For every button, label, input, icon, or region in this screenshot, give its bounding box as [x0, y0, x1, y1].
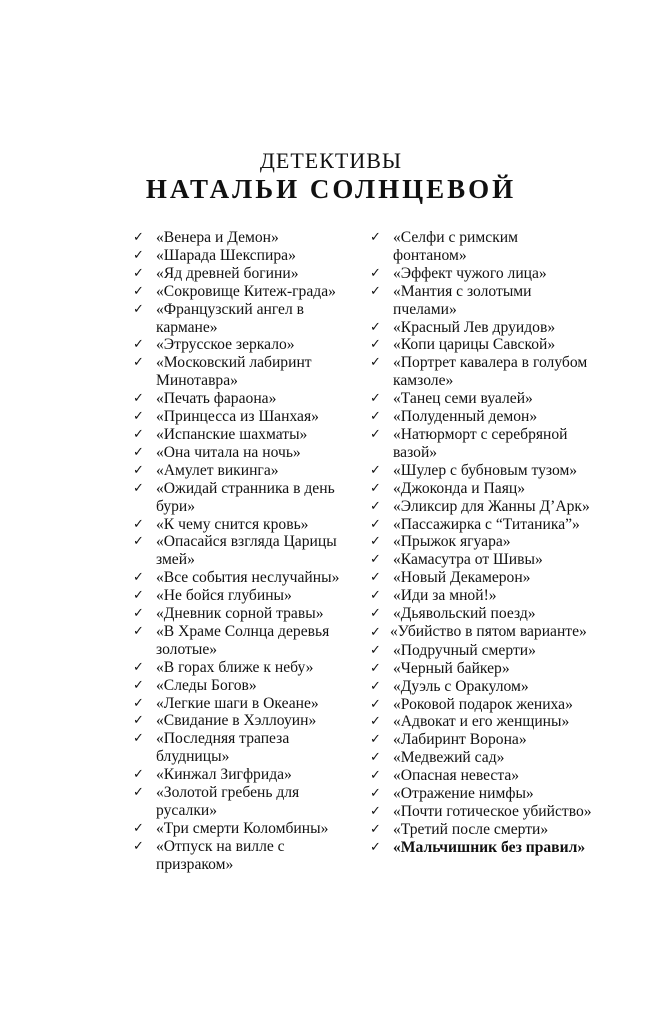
- book-title: «Принцесса из Шанхая»: [156, 408, 319, 426]
- book-title-item: [370, 767, 595, 785]
- book-title: «Адвокат и его женщины»: [393, 713, 570, 731]
- check-mark-icon: ✓: [370, 839, 381, 855]
- check-mark-icon: ✓: [133, 623, 144, 639]
- check-mark-icon: ✓: [133, 480, 144, 496]
- book-title-item: [133, 426, 351, 444]
- book-title: «Убийство в пятом варианте»: [390, 622, 587, 640]
- book-title-item: [370, 713, 595, 731]
- book-title: «Последняя трапеза блудницы»: [156, 730, 290, 766]
- book-title: «Селфи с римским фонтаном»: [393, 229, 518, 264]
- book-title-item: [370, 821, 595, 839]
- book-title-item: [133, 766, 351, 784]
- book-title: «Дуэль с Оракулом»: [393, 677, 529, 695]
- book-title-item: [133, 605, 351, 623]
- check-mark-icon: ✓: [133, 265, 144, 281]
- book-title-item: [133, 516, 351, 534]
- book-title: «Французский ангел в кармане»: [156, 300, 304, 336]
- check-mark-icon: ✓: [370, 319, 381, 335]
- check-mark-icon: ✓: [133, 695, 144, 711]
- check-mark-icon: ✓: [370, 696, 381, 712]
- book-title-item: [370, 605, 595, 623]
- right-title-list: [370, 229, 595, 857]
- book-title: «В Храме Солнца деревья золотые»: [156, 622, 330, 658]
- check-mark-icon: ✓: [133, 588, 144, 604]
- book-title: «Иди за мной!»: [393, 587, 497, 605]
- book-title-item: [370, 551, 595, 569]
- check-mark-icon: ✓: [370, 624, 381, 640]
- book-title: «Прыжок ягуара»: [393, 533, 511, 551]
- book-title: «Шулер с бубновым тузом»: [393, 461, 578, 479]
- book-title: «Третий после смерти»: [393, 820, 549, 838]
- book-title: «Все события неслучайны»: [156, 569, 340, 587]
- book-title: «Опасная невеста»: [393, 767, 520, 785]
- check-mark-icon: ✓: [133, 570, 144, 586]
- check-mark-icon: ✓: [133, 462, 144, 478]
- check-mark-icon: ✓: [370, 337, 381, 353]
- book-title-item: [370, 839, 595, 857]
- book-title: «Почти готическое убийство»: [393, 803, 592, 820]
- book-title: «Пассажирка с “Титаника”»: [393, 515, 580, 533]
- book-title: «Следы Богов»: [156, 676, 257, 694]
- book-title-item: [370, 408, 595, 426]
- check-mark-icon: ✓: [133, 409, 144, 425]
- book-title: «Портрет кавалера в голубом камзоле»: [393, 354, 588, 390]
- book-title: «Испанские шахматы»: [156, 425, 308, 443]
- book-title-item: [133, 623, 351, 659]
- book-title: «Полуденный демон»: [393, 408, 538, 426]
- check-mark-icon: ✓: [370, 768, 381, 784]
- book-title: «Эффект чужого лица»: [393, 264, 547, 282]
- book-title-item: [370, 785, 595, 803]
- check-mark-icon: ✓: [133, 301, 144, 317]
- book-title-item: [133, 820, 351, 838]
- book-title-item: [370, 678, 595, 696]
- check-mark-icon: ✓: [370, 588, 381, 604]
- book-title-item: [133, 838, 351, 874]
- book-title-item: [133, 480, 351, 516]
- book-title-item: [133, 712, 351, 730]
- left-title-list: [133, 229, 351, 874]
- check-mark-icon: ✓: [133, 838, 144, 854]
- check-mark-icon: ✓: [370, 750, 381, 766]
- check-mark-icon: ✓: [370, 498, 381, 514]
- check-mark-icon: ✓: [370, 660, 381, 676]
- check-mark-icon: ✓: [370, 534, 381, 550]
- book-title-item: [370, 354, 595, 390]
- check-mark-icon: ✓: [133, 534, 144, 550]
- book-title-item: [133, 247, 351, 265]
- book-title-item: [133, 784, 351, 820]
- check-mark-icon: ✓: [133, 247, 144, 263]
- book-title-item: [370, 516, 595, 534]
- book-title: «Венера и Демон»: [156, 229, 279, 246]
- check-mark-icon: ✓: [133, 337, 144, 353]
- check-mark-icon: ✓: [370, 821, 381, 837]
- book-title: «Подручный смерти»: [393, 641, 536, 659]
- book-title-item: [370, 265, 595, 283]
- book-title: «Она читала на ночь»: [156, 443, 301, 461]
- book-title: «Роковой подарок жениха»: [393, 695, 573, 713]
- book-title-item: [133, 229, 351, 247]
- author-heading: НАТАЛЬИ СОЛНЦЕВОЙ: [145, 174, 517, 204]
- book-title: «Свидание в Хэллоуин»: [156, 712, 317, 730]
- book-title-item: [133, 462, 351, 480]
- check-mark-icon: ✓: [370, 786, 381, 802]
- book-title: «Легкие шаги в Океане»: [156, 694, 319, 712]
- check-mark-icon: ✓: [133, 391, 144, 407]
- check-mark-icon: ✓: [370, 678, 381, 694]
- book-title-item: [133, 659, 351, 677]
- book-title-item: [370, 731, 595, 749]
- book-title: «К чему снится кровь»: [156, 515, 309, 533]
- book-title: «Шарада Шекспира»: [156, 246, 296, 264]
- check-mark-icon: ✓: [133, 426, 144, 442]
- check-mark-icon: ✓: [370, 804, 381, 819]
- book-title-item: [370, 569, 595, 587]
- book-title: «Печать фараона»: [156, 390, 277, 408]
- book-title-item: [370, 803, 595, 821]
- check-mark-icon: ✓: [370, 570, 381, 586]
- book-title: «Ожидай странника в день бури»: [156, 479, 335, 515]
- book-title-item: [370, 749, 595, 767]
- book-title-item: [133, 587, 351, 605]
- book-title-item: [370, 533, 595, 551]
- series-heading: ДЕТЕКТИВЫ: [259, 148, 403, 173]
- check-mark-icon: ✓: [133, 659, 144, 675]
- check-mark-icon: ✓: [133, 820, 144, 836]
- book-title-item: [133, 408, 351, 426]
- book-title: «Отпуск на вилле с призраком»: [156, 837, 285, 873]
- check-mark-icon: ✓: [133, 713, 144, 729]
- book-title-item: [370, 390, 595, 408]
- book-title-item: [370, 462, 595, 480]
- check-mark-icon: ✓: [370, 391, 381, 407]
- book-title-item: [370, 587, 595, 605]
- book-title-item: [370, 426, 595, 462]
- check-mark-icon: ✓: [370, 230, 381, 245]
- book-title-item: [133, 444, 351, 462]
- check-mark-icon: ✓: [370, 552, 381, 568]
- check-mark-icon: ✓: [370, 283, 381, 299]
- check-mark-icon: ✓: [133, 785, 144, 801]
- book-title: «Танец семи вуалей»: [393, 390, 533, 408]
- check-mark-icon: ✓: [370, 606, 381, 622]
- book-title: «Дьявольский поезд»: [393, 605, 536, 623]
- book-title-item: [133, 730, 351, 766]
- check-mark-icon: ✓: [370, 355, 381, 371]
- book-title: «Мальчишник без правил»: [393, 838, 586, 856]
- book-title: «Копи царицы Савской»: [393, 336, 556, 354]
- book-title-item: [370, 229, 595, 265]
- check-mark-icon: ✓: [370, 516, 381, 532]
- check-mark-icon: ✓: [133, 516, 144, 532]
- book-title-item: [133, 569, 351, 587]
- book-title: «Московский лабиринт Минотавра»: [156, 354, 312, 390]
- book-title-item: [133, 301, 351, 337]
- book-title-item: [370, 498, 595, 516]
- check-mark-icon: ✓: [370, 462, 381, 478]
- book-title-item: [133, 354, 351, 390]
- book-title: «Сокровище Китеж-града»: [156, 282, 336, 300]
- check-mark-icon: ✓: [370, 409, 381, 425]
- book-title: «Не бойся глубины»: [156, 587, 292, 605]
- book-title: «Этрусское зеркало»: [156, 336, 295, 354]
- book-title: «Золотой гребень для русалки»: [156, 784, 300, 819]
- book-title-item: [370, 283, 595, 319]
- book-title: «Дневник сорной травы»: [156, 605, 324, 623]
- book-title: «Камасутра от Шивы»: [393, 551, 543, 569]
- check-mark-icon: ✓: [370, 642, 381, 658]
- book-title-item: [370, 660, 595, 678]
- book-title: «Яд древней богини»: [156, 264, 299, 282]
- book-title: «Опасайся взгляда Царицы змей»: [156, 533, 337, 569]
- book-title: «Джоконда и Паяц»: [393, 479, 526, 497]
- book-title: «Черный байкер»: [393, 659, 510, 677]
- book-title: «Эликсир для Жанны Д’Арк»: [393, 497, 590, 515]
- book-title-item: [370, 642, 595, 660]
- check-mark-icon: ✓: [133, 444, 144, 460]
- check-mark-icon: ✓: [133, 731, 144, 747]
- book-title-item: [370, 336, 595, 354]
- book-title-item: [370, 623, 595, 642]
- book-title: «Мантия с золотыми пчелами»: [393, 282, 532, 318]
- book-title: «Три смерти Коломбины»: [156, 819, 329, 837]
- check-mark-icon: ✓: [133, 355, 144, 371]
- book-title: «Отражение нимфы»: [393, 785, 534, 803]
- book-title-item: [133, 283, 351, 301]
- book-title-item: [133, 533, 351, 569]
- check-mark-icon: ✓: [133, 606, 144, 622]
- book-title-item: [370, 480, 595, 498]
- book-title-item: [133, 265, 351, 283]
- check-mark-icon: ✓: [133, 677, 144, 693]
- book-title: «Амулет викинга»: [156, 461, 279, 479]
- book-title-item: [133, 336, 351, 354]
- book-title: «Медвежий сад»: [393, 749, 505, 767]
- check-mark-icon: ✓: [133, 230, 144, 245]
- check-mark-icon: ✓: [370, 426, 381, 442]
- check-mark-icon: ✓: [133, 283, 144, 299]
- book-title: «Лабиринт Ворона»: [393, 731, 527, 749]
- book-title-item: [370, 696, 595, 714]
- book-title: «Новый Декамерон»: [393, 569, 531, 587]
- check-mark-icon: ✓: [370, 480, 381, 496]
- book-title-item: [133, 677, 351, 695]
- book-title-item: [133, 390, 351, 408]
- book-title: «Натюрморт с серебряной вазой»: [393, 425, 568, 461]
- check-mark-icon: ✓: [370, 714, 381, 730]
- check-mark-icon: ✓: [370, 732, 381, 748]
- book-title: «Кинжал Зигфрида»: [156, 766, 292, 784]
- book-title-item: [133, 695, 351, 713]
- check-mark-icon: ✓: [370, 265, 381, 281]
- check-mark-icon: ✓: [133, 767, 144, 783]
- book-title-item: [370, 319, 595, 337]
- book-title: «Красный Лев друидов»: [393, 318, 556, 336]
- book-title: «В горах ближе к небу»: [156, 658, 314, 676]
